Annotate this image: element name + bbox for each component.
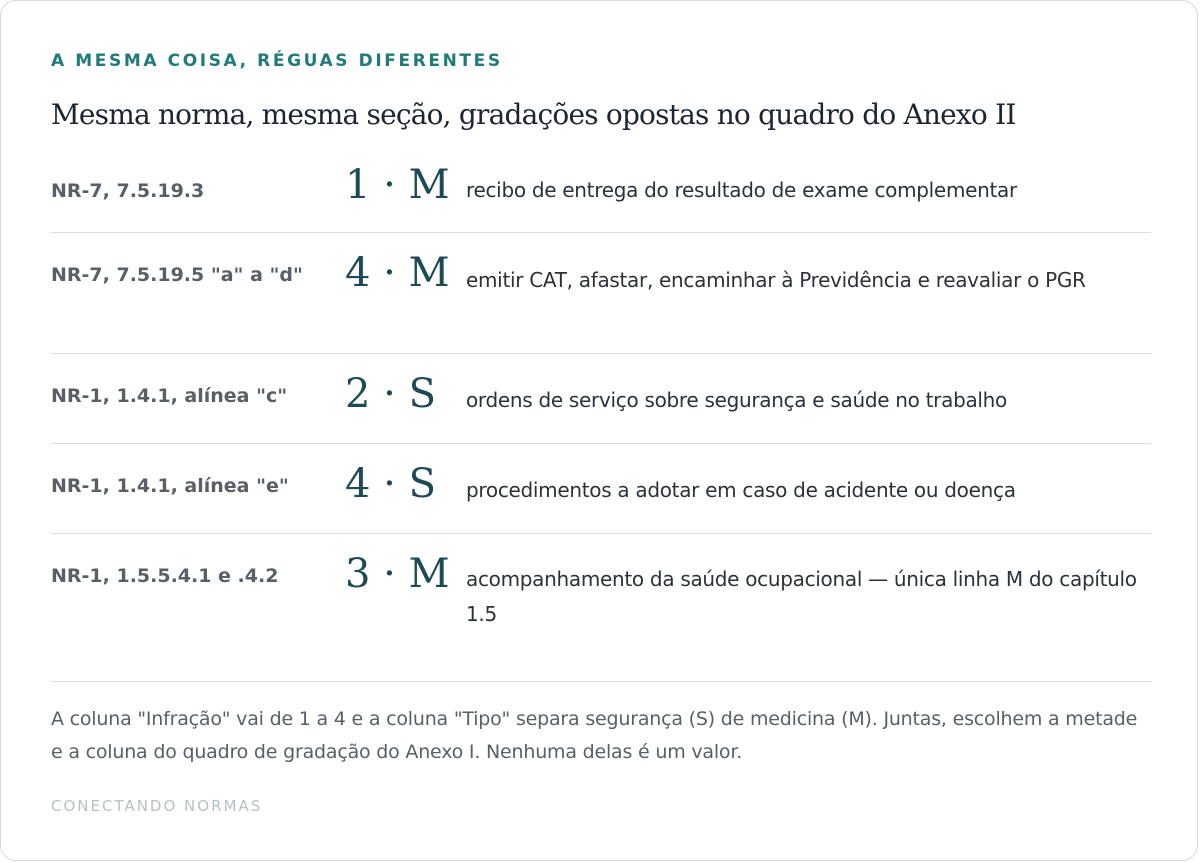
row-description: recibo de entrega do resultado de exame complementar (466, 178, 1017, 202)
row-description: ordens de serviço sobre segurança e saúde no trabalho (466, 388, 1007, 412)
norm-reference: NR-7, 7.5.19.3 (51, 180, 205, 202)
comparison-table (51, 159, 1151, 682)
row-description: procedimentos a adotar em caso de acidente ou doença (466, 478, 1016, 502)
grade-value: 4 · S (345, 461, 436, 507)
table-row (51, 444, 1151, 534)
row-description: acompanhamento da saúde ocupacional — única linha M do capítulo 1.5 (466, 567, 1137, 626)
norm-reference: NR-1, 1.4.1, alínea "e" (51, 475, 289, 497)
grade-value: 1 · M (345, 162, 450, 208)
eyebrow-label: A MESMA COISA, RÉGUAS DIFERENTES (51, 51, 503, 71)
norm-reference: NR-1, 1.4.1, alínea "c" (51, 385, 288, 407)
page-title: Mesma norma, mesma seção, gradações opostas no quadro do Anexo II (51, 98, 1016, 131)
brand-label: CONECTANDO NORMAS (51, 797, 263, 815)
table-row (51, 159, 1151, 233)
table-row (51, 534, 1151, 682)
table-row (51, 354, 1151, 444)
row-description: emitir CAT, afastar, encaminhar à Previdência e reavaliar o PGR (466, 268, 1086, 292)
norm-reference: NR-7, 7.5.19.5 "a" a "d" (51, 264, 303, 286)
footnote: A coluna "Infração" vai de 1 a 4 e a coluna "Tipo" separa segurança (S) de medicina (M). Juntas, escolhem a metade e a coluna do quadro de gradação do Anexo I. Nenhuma delas é um valor. (51, 708, 1138, 763)
table-row (51, 233, 1151, 354)
norm-reference: NR-1, 1.5.5.4.1 e .4.2 (51, 565, 279, 587)
grade-value: 3 · M (345, 551, 450, 597)
grade-value: 2 · S (345, 371, 436, 417)
grade-value: 4 · M (345, 250, 450, 296)
